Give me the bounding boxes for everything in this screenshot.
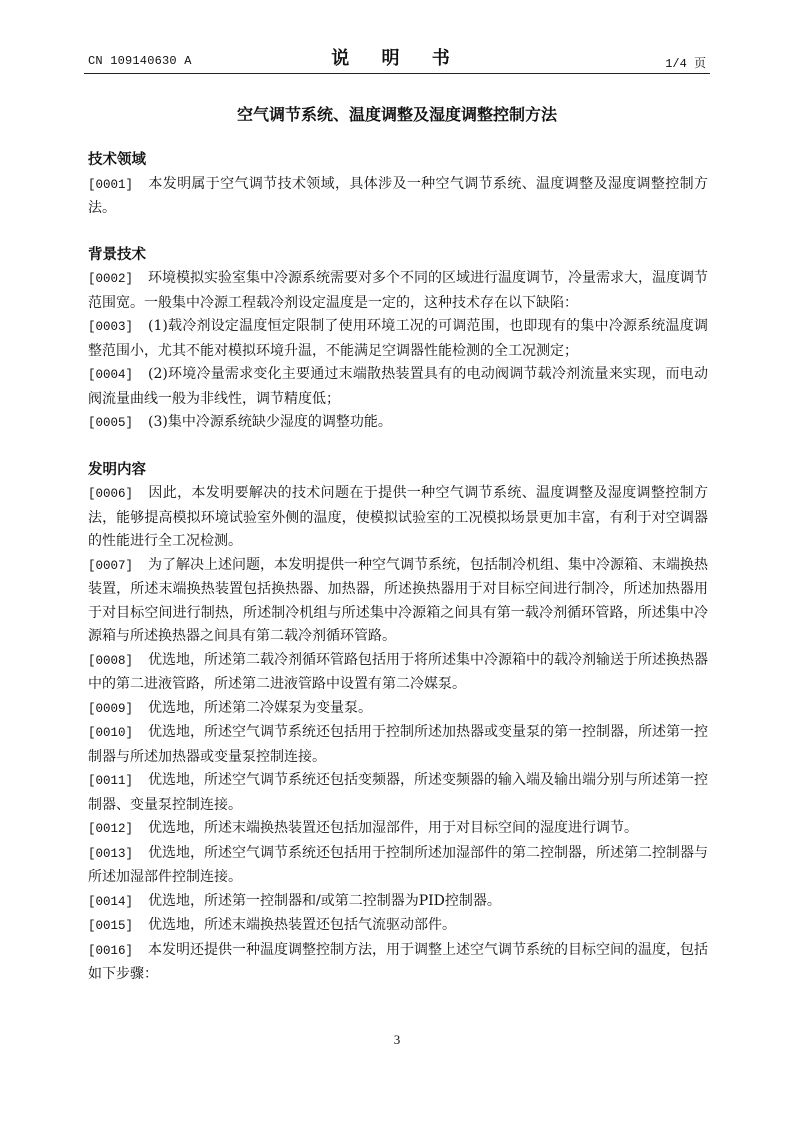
paragraph-text: 优选地，所述第二载冷剂循环管路包括用于将所述集中冷源箱中的载冷剂输送于所述换热器中的第二进液管路，所述第二进液管路中设置有第二冷媒泵。 [88, 651, 708, 692]
paragraph [88, 411, 708, 436]
paragraph [88, 554, 708, 649]
page-number: 3 [393, 1032, 401, 1047]
paragraph-number: [0003] [88, 320, 134, 334]
paragraph [88, 842, 708, 890]
publication-number: CN 109140630 A [88, 54, 192, 68]
paragraph [88, 482, 708, 554]
section-heading: 技术领域 [88, 152, 146, 168]
paragraph-text: 因此，本发明要解决的技术问题在于提供一种空气调节系统、温度调整及湿度调整控制方法，能够提高模拟环境试验室外侧的温度，使模拟试验室的工况模拟场景更加丰富，有利于对空调器的性能进行全工况检测。 [88, 485, 708, 549]
document-title: 空气调节系统、温度调整及湿度调整控制方法 [236, 105, 557, 124]
paragraph-number: [0011] [88, 774, 134, 788]
section-heading: 背景技术 [88, 246, 146, 263]
paragraph [88, 817, 708, 842]
paragraph-text: (1)载冷剂设定温度恒定限制了使用环境工况的可调范围，也即现有的集中冷源系统温度调整范围小，尤其不能对模拟环境升温，不能满足空调器性能检测的全工况测定； [88, 318, 708, 359]
header-divider [84, 73, 710, 74]
paragraph [88, 721, 708, 769]
paragraph-number: [0006] [88, 487, 134, 501]
paragraph [88, 769, 708, 817]
paragraph-number: [0016] [88, 943, 134, 958]
paragraph-number: [0012] [88, 822, 134, 836]
paragraph [88, 649, 708, 697]
paragraph-text: 为了解决上述问题，本发明提供一种空气调节系统，包括制冷机组、集中冷源箱、末端换热装置，所述末端换热装置包括换热器、加热器，所述换热器用于对目标空间进行制冷，所述加热器用于对目标空间进行制热，所述制冷机组与所述集中冷源箱之间具有第一载冷剂循环管路，所述集中冷源箱与所述换热器之间具有第二载冷剂循环管路。 [88, 556, 708, 644]
paragraph-text: 本发明属于空气调节技术领域，具体涉及一种空气调节系统、温度调整及湿度调整控制方法。 [88, 175, 708, 216]
paragraph [88, 173, 708, 221]
paragraph-number: [0010] [88, 726, 134, 740]
paragraph-text: 本发明还提供一种温度调整控制方法，用于调整上述空气调节系统的目标空间的温度，包括如下步骤： [88, 941, 708, 982]
document-type: 说 明 书 [331, 48, 463, 69]
paragraph-number: [0005] [88, 416, 134, 430]
paragraph-text: 优选地，所述第二冷媒泵为变量泵。 [148, 699, 372, 716]
paragraph-number: [0013] [88, 846, 134, 861]
section-heading: 发明内容 [88, 461, 146, 478]
paragraph-text: 环境模拟实验室集中冷源系统需要对多个不同的区域进行温度调节，冷量需求大，温度调节范围宽。一般集中冷源工程载冷剂设定温度是一定的，这种技术存在以下缺陷： [88, 270, 708, 311]
paragraph-text: 优选地，所述末端换热装置还包括气流驱动部件。 [148, 917, 456, 933]
paragraph [88, 363, 708, 411]
paragraph-text: 优选地，所述末端换热装置还包括加湿部件，用于对目标空间的湿度进行调节。 [148, 820, 638, 836]
paragraph-text: 优选地，所述空气调节系统还包括用于控制所述加湿部件的第二控制器，所述第二控制器与所述加湿部件控制连接。 [88, 844, 708, 885]
paragraph-text: (3)集中冷源系统缺少湿度的调整功能。 [148, 414, 392, 430]
paragraph-number: [0014] [88, 894, 134, 909]
paragraph-number: [0002] [88, 272, 134, 286]
paragraph-number: [0007] [88, 558, 134, 573]
paragraph-number: [0009] [88, 701, 134, 716]
paragraph-text: 优选地，所述空气调节系统还包括用于控制所述加热器或变量泵的第一控制器，所述第一控制器与所述加热器或变量泵控制连接。 [88, 724, 708, 765]
paragraph-number: [0015] [88, 919, 134, 933]
document-body [88, 149, 708, 987]
paragraph [88, 315, 708, 363]
paragraph-text: 优选地，所述第一控制器和/或第二控制器为PID控制器。 [148, 892, 501, 909]
paragraph-number: [0001] [88, 177, 134, 192]
paragraph [88, 697, 708, 722]
page-indicator: 1/4 页 [665, 57, 706, 71]
paragraph [88, 939, 708, 987]
paragraph [88, 914, 708, 939]
paragraph [88, 267, 708, 315]
paragraph [88, 890, 708, 915]
paragraph-number: [0004] [88, 368, 134, 382]
paragraph-text: (2)环境冷量需求变化主要通过末端散热装置具有的电动阀调节载冷剂流量来实现，而电动阀流量曲线一般为非线性，调节精度低； [88, 366, 708, 407]
paragraph-text: 优选地，所述空气调节系统还包括变频器，所述变频器的输入端及输出端分别与所述第一控制器、变量泵控制连接。 [88, 772, 708, 813]
paragraph-number: [0008] [88, 653, 134, 668]
